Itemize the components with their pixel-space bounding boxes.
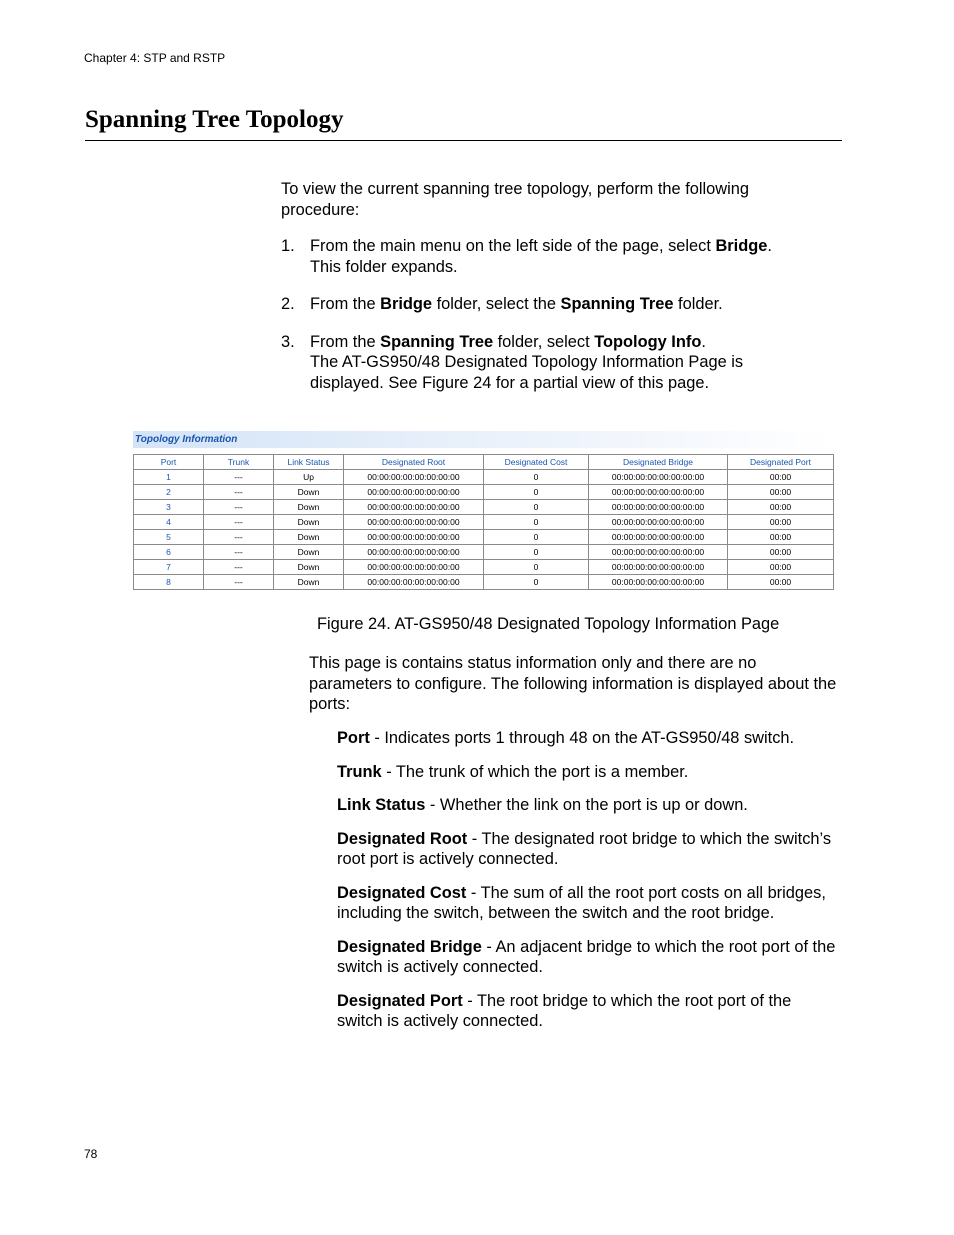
trunk-cell: --- [204,515,274,530]
procedure-step [281,236,821,277]
link-status-cell: Down [274,500,344,515]
table-row [134,500,834,515]
designated-root-cell: 00:00:00:00:00:00:00:00 [344,575,484,590]
running-head: Chapter 4: STP and RSTP [84,51,226,65]
topology-screenshot [133,431,833,590]
table-row [134,515,834,530]
page-number: 78 [84,1147,98,1161]
col-header-port: Port [134,455,204,470]
designated-bridge-cell: 00:00:00:00:00:00:00:00 [589,545,728,560]
definition-desc: - Indicates ports 1 through 48 on the AT-GS950/48 switch. [369,729,795,747]
designated-bridge-cell: 00:00:00:00:00:00:00:00 [589,470,728,485]
port-link[interactable]: 3 [134,500,204,515]
designated-root-cell: 00:00:00:00:00:00:00:00 [344,485,484,500]
designated-port-cell: 00:00 [728,575,834,590]
col-header-designated-port: Designated Port [728,455,834,470]
col-header-designated-bridge: Designated Bridge [589,455,728,470]
topology-table [133,454,834,590]
description-paragraph: This page is contains status information only and there are no parameters to configure. The following information is displayed about the ports: [309,654,837,713]
definition-desc: - The sum of all the root port costs on all bridges, including the switch, between the switch and the root bridge. [337,883,826,922]
step-text: folder. [673,295,723,313]
designated-port-cell: 00:00 [728,470,834,485]
link-status-cell: Down [274,485,344,500]
designated-root-cell: 00:00:00:00:00:00:00:00 [344,530,484,545]
step-text: folder, select [493,332,595,351]
definition-term: Designated Root [337,829,468,848]
trunk-cell: --- [204,530,274,545]
designated-port-cell: 00:00 [728,560,834,575]
definition-item [337,795,837,816]
designated-root-cell: 00:00:00:00:00:00:00:00 [344,545,484,560]
link-status-cell: Down [274,515,344,530]
designated-port-cell: 00:00 [728,545,834,560]
definition-term: Designated Cost [337,883,467,902]
step-detail: This folder expands. [310,257,458,276]
port-link[interactable]: 2 [134,485,204,500]
designated-port-cell: 00:00 [728,485,834,500]
designated-cost-cell: 0 [484,545,589,560]
designated-cost-cell: 0 [484,575,589,590]
definition-desc: - The root bridge to which the root port of the switch is actively connected. [337,991,792,1030]
trunk-cell: --- [204,470,274,485]
designated-cost-cell: 0 [484,500,589,515]
field-definitions [337,728,837,1045]
definition-item [337,728,837,749]
step-text: From the [310,332,381,351]
designated-root-cell: 00:00:00:00:00:00:00:00 [344,560,484,575]
designated-cost-cell: 0 [484,485,589,500]
designated-bridge-cell: 00:00:00:00:00:00:00:00 [589,575,728,590]
designated-bridge-cell: 00:00:00:00:00:00:00:00 [589,560,728,575]
port-link[interactable]: 5 [134,530,204,545]
col-header-designated-cost: Designated Cost [484,455,589,470]
step-text: From the main menu on the left side of the page, select [310,237,716,255]
procedure-step [281,332,821,394]
procedure-steps [281,236,821,410]
page-title: Spanning Tree Topology [85,106,344,133]
step-number: 1. [281,237,295,255]
step-text: . [767,237,772,255]
step-text: folder, select the [432,295,561,313]
designated-bridge-cell: 00:00:00:00:00:00:00:00 [589,500,728,515]
port-link[interactable]: 4 [134,515,204,530]
definition-term: Designated Port [337,991,463,1010]
table-row [134,545,834,560]
trunk-cell: --- [204,545,274,560]
step-text: From the [310,295,381,313]
table-row [134,575,834,590]
definition-desc: - Whether the link on the port is up or down. [425,796,748,814]
table-row [134,470,834,485]
col-header-designated-root: Designated Root [344,455,484,470]
designated-bridge-cell: 00:00:00:00:00:00:00:00 [589,485,728,500]
step-bold: Bridge [715,237,768,255]
designated-cost-cell: 0 [484,515,589,530]
definition-item [337,762,837,783]
link-status-cell: Down [274,575,344,590]
designated-port-cell: 00:00 [728,515,834,530]
table-row [134,560,834,575]
table-row [134,530,834,545]
definition-item [337,883,837,924]
designated-port-cell: 00:00 [728,500,834,515]
definition-term: Designated Bridge [337,937,482,956]
step-bold: Bridge [380,295,433,313]
title-rule [85,140,842,141]
designated-cost-cell: 0 [484,470,589,485]
step-number: 2. [281,295,295,313]
link-status-cell: Down [274,530,344,545]
link-status-cell: Down [274,545,344,560]
step-bold: Topology Info [594,332,702,351]
designated-root-cell: 00:00:00:00:00:00:00:00 [344,470,484,485]
designated-cost-cell: 0 [484,560,589,575]
step-bold: Spanning Tree [560,295,674,313]
port-link[interactable]: 8 [134,575,204,590]
definition-desc: - An adjacent bridge to which the root port of the switch is actively connected. [337,937,836,976]
port-link[interactable]: 7 [134,560,204,575]
trunk-cell: --- [204,560,274,575]
step-number: 3. [281,332,295,351]
figure-caption: Figure 24. AT-GS950/48 Designated Topology Information Page [317,615,780,633]
definition-item [337,991,837,1032]
procedure-step [281,294,821,315]
table-header-row [134,455,834,470]
designated-bridge-cell: 00:00:00:00:00:00:00:00 [589,530,728,545]
intro-paragraph: To view the current spanning tree topology, perform the following procedure: [281,180,749,219]
col-header-trunk: Trunk [204,455,274,470]
col-header-link-status: Link Status [274,455,344,470]
definition-term: Trunk [337,762,382,781]
definition-desc: - The trunk of which the port is a member. [381,762,689,781]
trunk-cell: --- [204,575,274,590]
port-link[interactable]: 6 [134,545,204,560]
step-text: . [701,332,706,351]
step-bold: Spanning Tree [380,332,494,351]
designated-bridge-cell: 00:00:00:00:00:00:00:00 [589,515,728,530]
designated-root-cell: 00:00:00:00:00:00:00:00 [344,500,484,515]
designated-cost-cell: 0 [484,530,589,545]
designated-root-cell: 00:00:00:00:00:00:00:00 [344,515,484,530]
table-row [134,485,834,500]
definition-desc: - The designated root bridge to which the switch’s root port is actively connected. [337,829,832,868]
topology-info-title: Topology Information [133,431,833,448]
trunk-cell: --- [204,485,274,500]
link-status-cell: Up [274,470,344,485]
definition-term: Port [337,729,370,747]
designated-port-cell: 00:00 [728,530,834,545]
definition-term: Link Status [337,796,426,814]
port-link[interactable]: 1 [134,470,204,485]
trunk-cell: --- [204,500,274,515]
link-status-cell: Down [274,560,344,575]
definition-item [337,829,837,870]
step-detail: The AT-GS950/48 Designated Topology Information Page is displayed. See Figure 24 for a partial view of this page. [310,353,744,392]
definition-item [337,937,837,978]
